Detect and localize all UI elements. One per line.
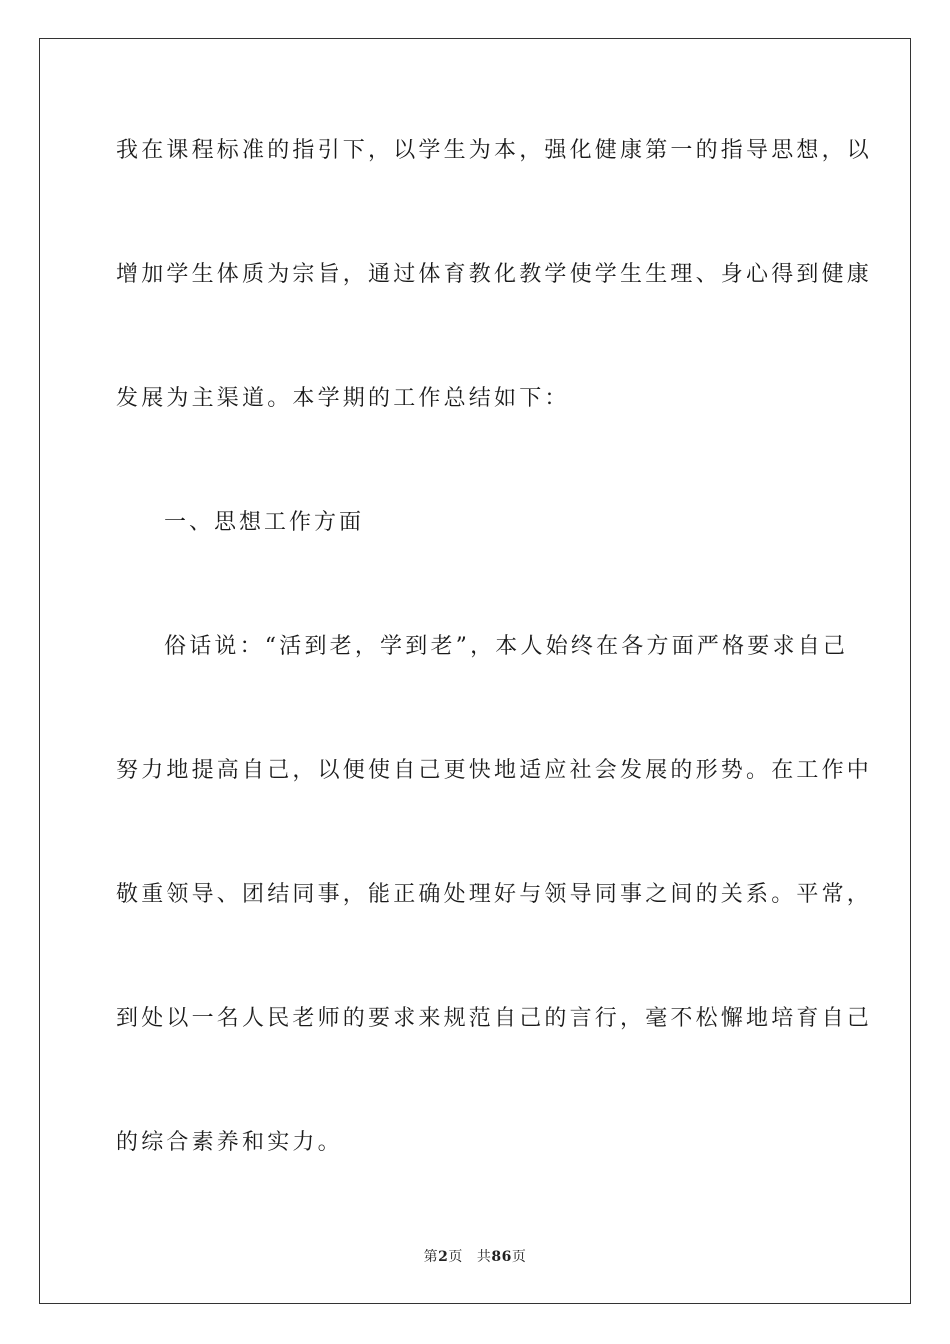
body-text-line: 到处以一名人民老师的要求来规范自己的言行，毫不松懈地培育自己 bbox=[116, 1006, 873, 1031]
page-border bbox=[39, 38, 911, 1304]
body-text-line: 我在课程标准的指引下，以学生为本，强化健康第一的指导思想，以 bbox=[116, 138, 873, 163]
body-text-line: 发展为主渠道。本学期的工作总结如下： bbox=[116, 386, 570, 411]
page-footer bbox=[0, 1246, 950, 1266]
section-heading: 一、思想工作方面 bbox=[164, 510, 365, 535]
body-text-line: 增加学生体质为宗旨，通过体育教化教学使学生生理、身心得到健康 bbox=[116, 262, 873, 287]
footer-total-suffix: 页 bbox=[511, 1249, 527, 1265]
body-text-line: 的综合素养和实力。 bbox=[116, 1130, 343, 1155]
body-text-line: 努力地提高自己，以便使自己更快地适应社会发展的形势。在工作中 bbox=[116, 758, 873, 783]
footer-total-pages: 86 bbox=[491, 1249, 512, 1265]
footer-total-prefix: 共 bbox=[476, 1249, 492, 1265]
footer-page-suffix: 页 bbox=[448, 1249, 463, 1265]
body-text-line: 俗话说：“活到老，学到老”，本人始终在各方面严格要求自己 bbox=[164, 634, 849, 659]
body-text-line: 敬重领导、团结同事，能正确处理好与领导同事之间的关系。平常， bbox=[116, 882, 873, 907]
footer-page-number: 2 bbox=[438, 1249, 449, 1265]
footer-page-prefix: 第 bbox=[423, 1249, 439, 1265]
